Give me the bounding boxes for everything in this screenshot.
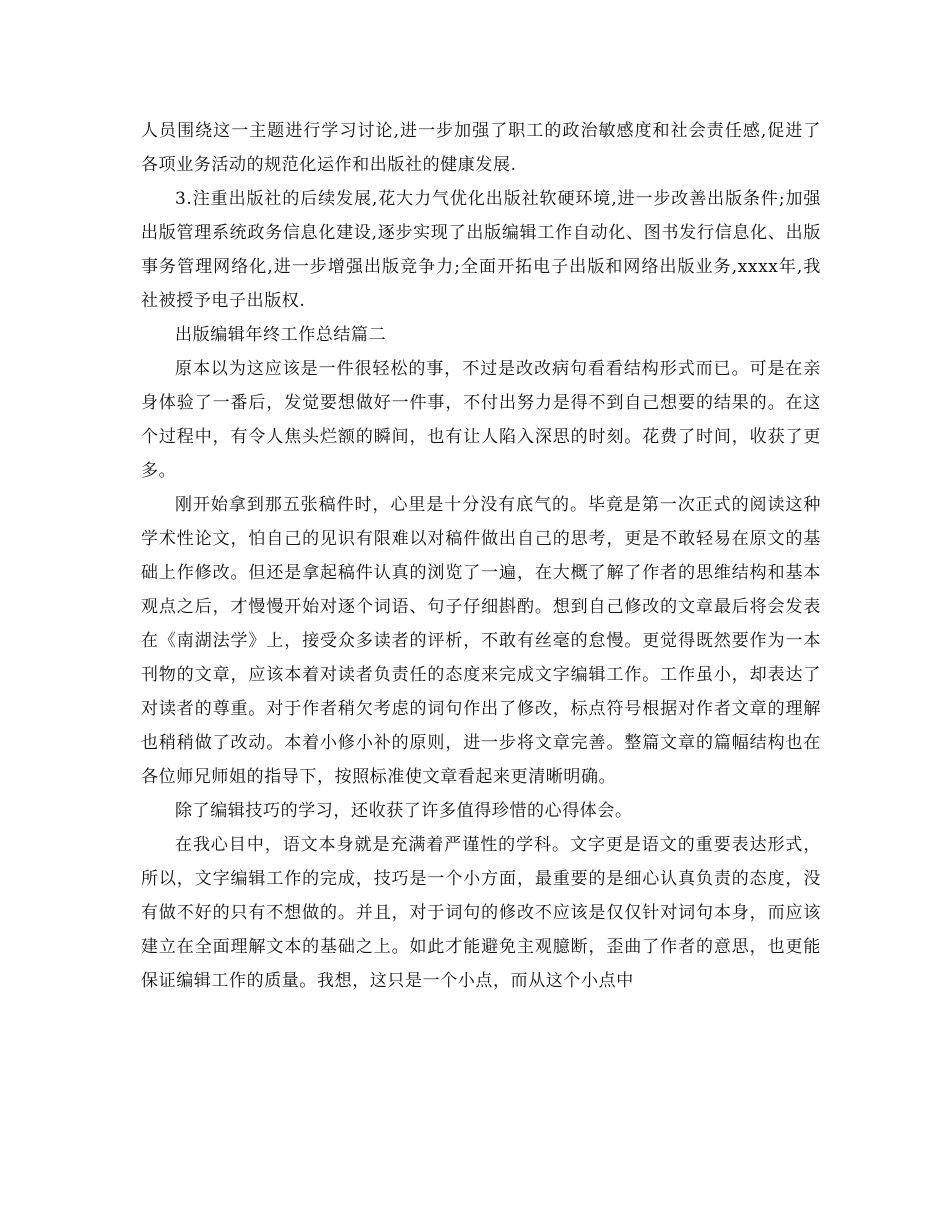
paragraph-continuation: 人员围绕这一主题进行学习讨论,进一步加强了职工的政治敏感度和社会责任感,促进了各项业务活动的规范化运作和出版社的健康发展. [141,121,821,175]
section-heading: 出版编辑年终工作总结篇二 [175,325,387,345]
paragraph-editing-process: 刚开始拿到那五张稿件时，心里是十分没有底气的。毕竟是第一次正式的阅读这种学术性论文，怕自己的见识有限难以对稿件做出自己的思考，更是不敢轻易在原文的基础上作修改。但还是拿起稿件认真的浏览了一遍，在大概了解了作者的思维结构和基本观点之后，才慢慢开始对逐个词语、句子仔细斟酌。想到自己修改的文章最后将会发表在《南湖法学》上，接受众多读者的评析，不敢有丝毫的怠慢。更觉得既然要作为一本刊物的文章，应该本着对读者负责任的态度来完成文字编辑工作。工作虽小，却表达了对读者的尊重。对于作者稍欠考虑的词句作出了修改，标点符号根据对作者文章的理解也稍稍做了改动。本着小修小补的原则，进一步将文章完善。整篇文章的篇幅结构也在各位师兄师姐的指导下，按照标准使文章看起来更清晰明确。 [141,495,821,787]
paragraph-gains: 除了编辑技巧的学习，还收获了许多值得珍惜的心得体会。 [175,801,633,821]
document-body [141,114,821,998]
paragraph-item-3: 3.注重出版社的后续发展,花大力气优化出版社软硬环境,进一步改善出版条件;加强出版管理系统政务信息化建设,逐步实现了出版编辑工作自动化、图书发行信息化、出版事务管理网络化,进一步增强出版竞争力;全面开拓电子出版和网络出版业务,xxxx年,我社被授予电子出版权. [141,189,821,311]
paragraph-reflection: 在我心目中，语文本身就是充满着严谨性的学科。文字更是语文的重要表达形式，所以，文字编辑工作的完成，技巧是一个小方面，最重要的是细心认真负责的态度，没有做不好的只有不想做的。并且，对于词句的修改不应该是仅仅针对词句本身，而应该建立在全面理解文本的基础之上。如此才能避免主观臆断，歪曲了作者的意思，也更能保证编辑工作的质量。我想，这只是一个小点，而从这个小点中 [141,835,821,991]
paragraph-intro: 原本以为这应该是一件很轻松的事，不过是改改病句看看结构形式而已。可是在亲身体验了一番后，发觉要想做好一件事，不付出努力是得不到自己想要的结果的。在这个过程中，有令人焦头烂额的瞬间，也有让人陷入深思的时刻。花费了时间，收获了更多。 [141,359,821,481]
